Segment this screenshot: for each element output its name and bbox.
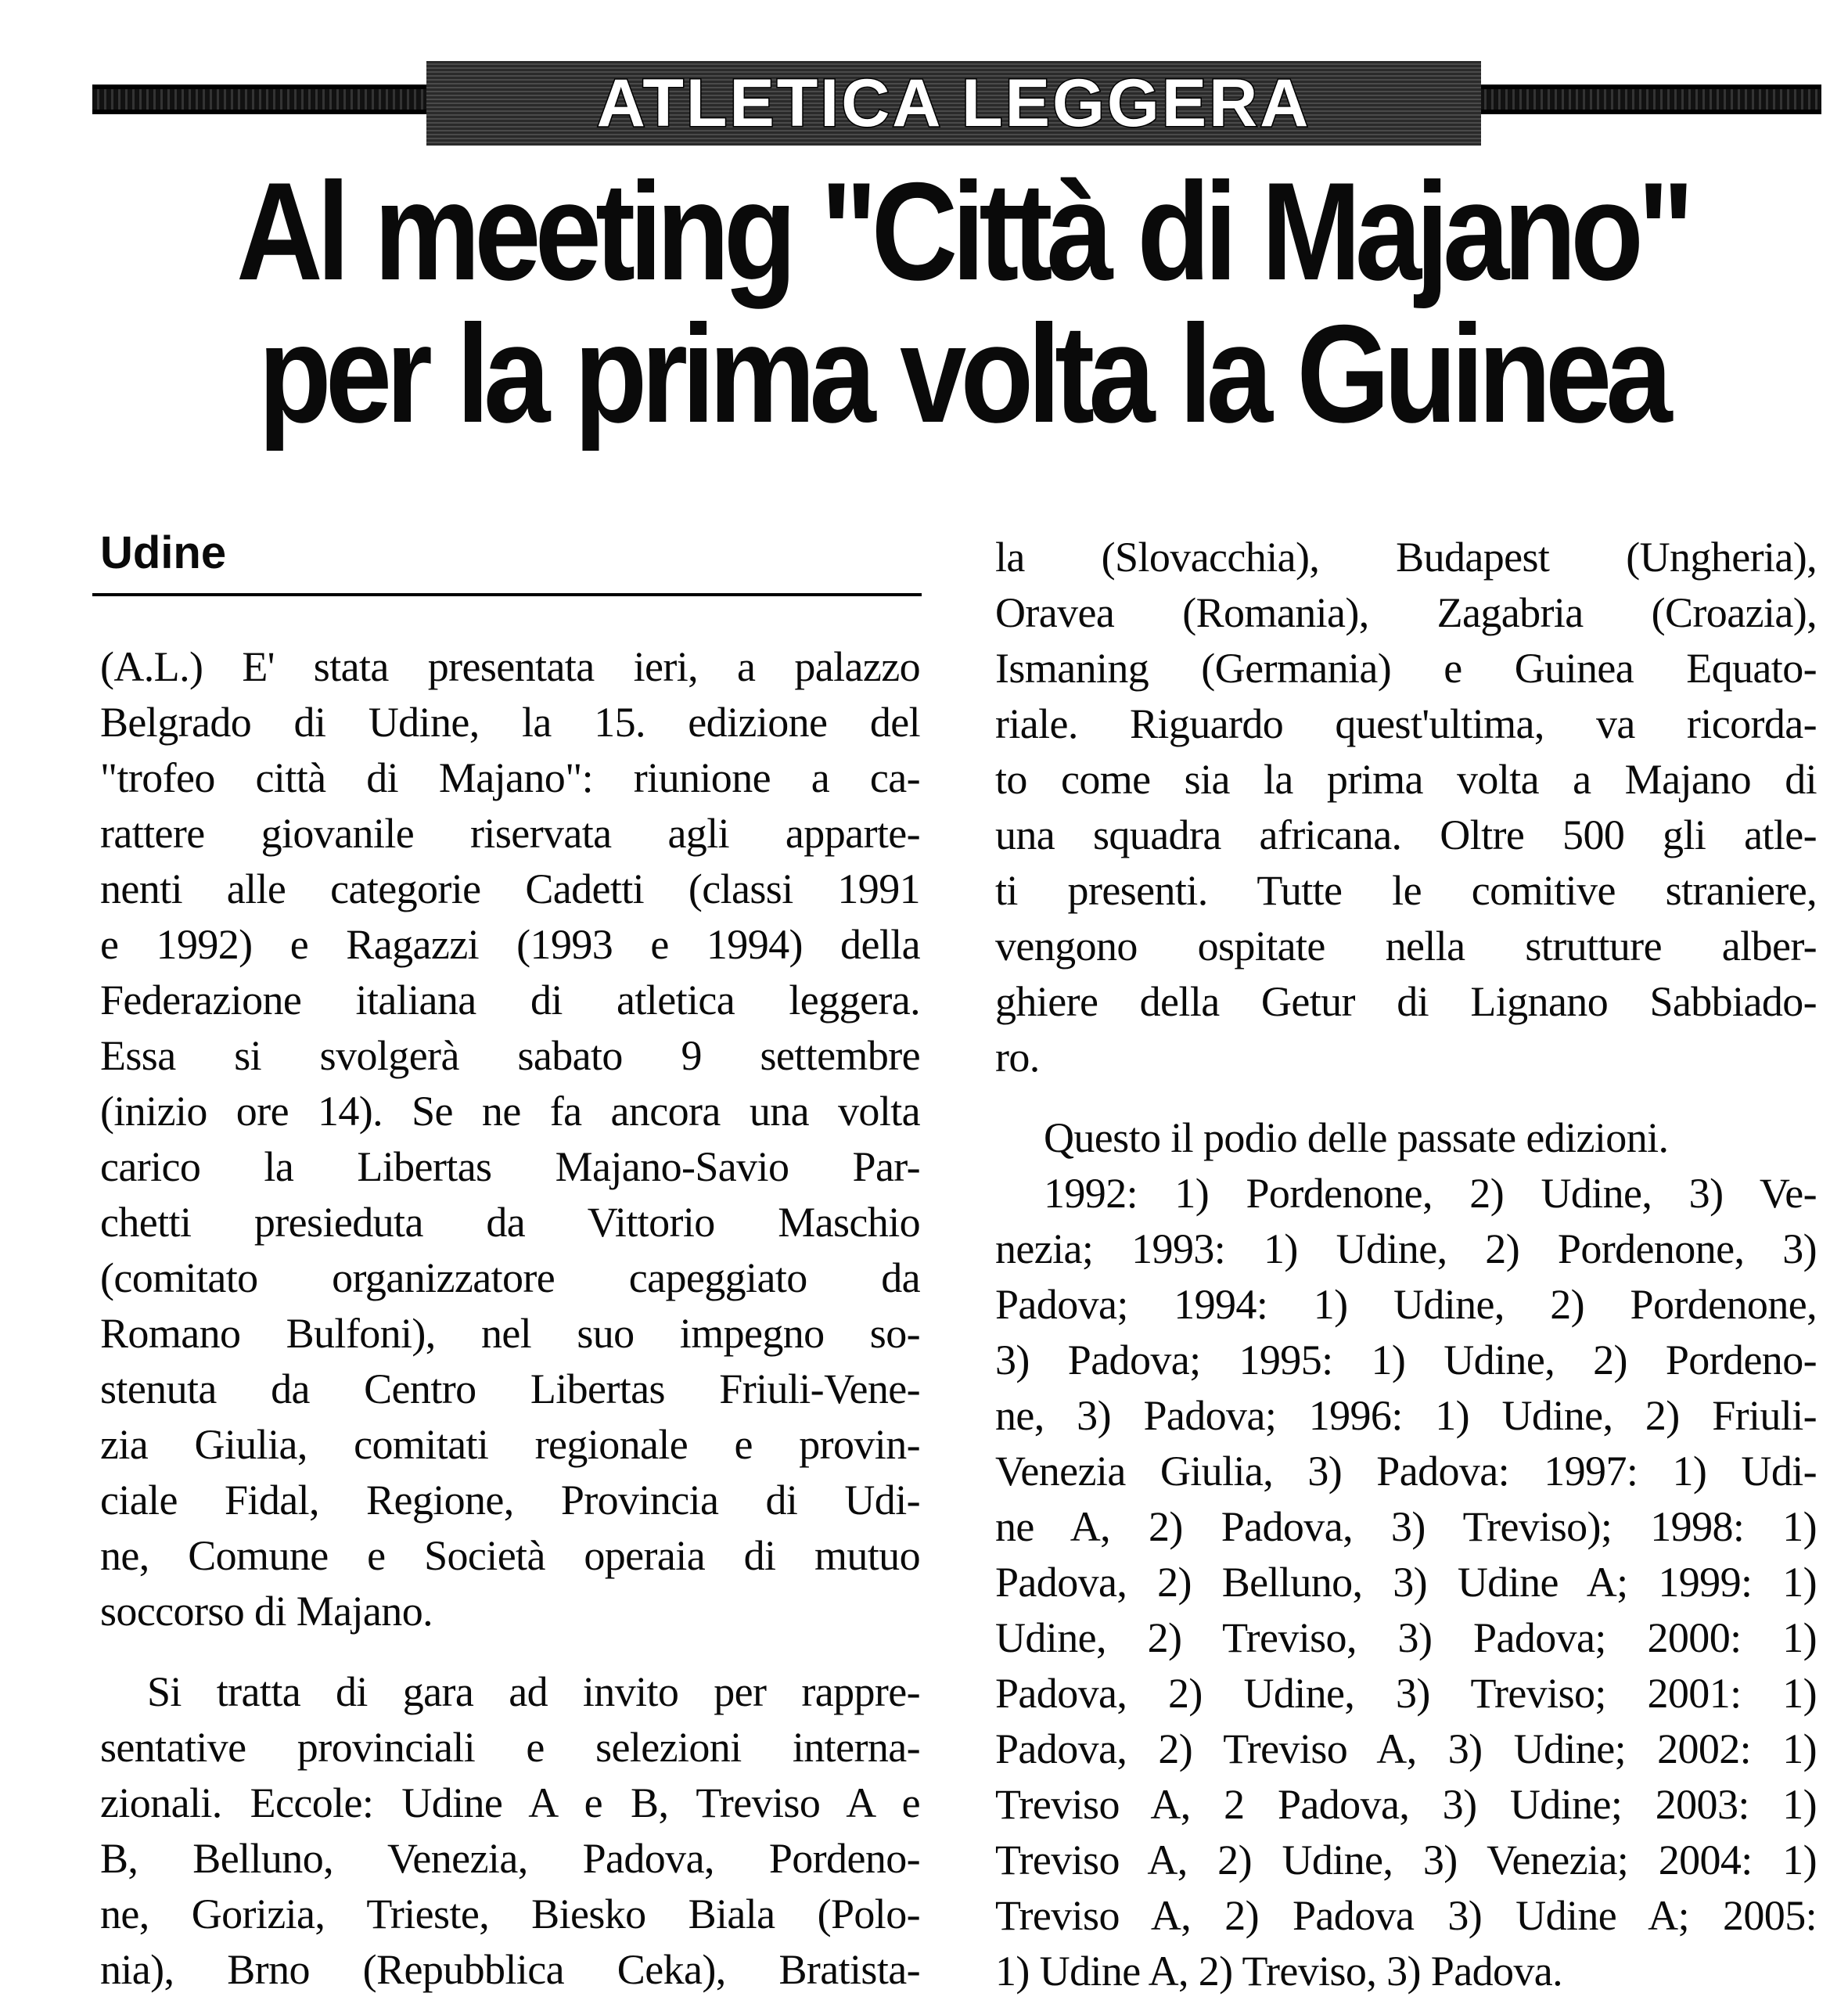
text-line: Treviso A, 2) Udine, 3) Venezia; 2004: 1): [995, 1837, 1817, 1883]
text-line: rattere giovanile riservata agli apparte-: [100, 810, 920, 857]
text-line: carico la Libertas Majano-Savio Par-: [100, 1143, 920, 1190]
text-line: ti presenti. Tutte le comitive straniere,: [995, 867, 1817, 914]
text-line: riale. Riguardo quest'ultima, va ricorda-: [995, 700, 1817, 747]
text-line: stenuta da Centro Libertas Friuli-Vene-: [100, 1365, 920, 1412]
text-line: nia), Brno (Repubblica Ceka), Bratista-: [100, 1946, 920, 1993]
text-line: to come sia la prima volta a Majano di: [995, 756, 1817, 803]
text-line: la (Slovacchia), Budapest (Ungheria),: [995, 534, 1817, 581]
dateline-rule: [92, 593, 922, 596]
paragraph-4: [995, 1166, 1817, 1999]
text-line: Belgrado di Udine, la 15. edizione del: [100, 699, 920, 746]
text-line: Oravea (Romania), Zagabria (Croazia),: [995, 589, 1817, 636]
text-line: Udine, 2) Treviso, 3) Padova; 2000: 1): [995, 1614, 1817, 1661]
paragraph-1: [100, 639, 920, 1639]
text-line: Venezia Giulia, 3) Padova: 1997: 1) Udi-: [995, 1448, 1817, 1495]
text-line: ghiere della Getur di Lignano Sabbiado-: [995, 978, 1817, 1025]
text-line: Si tratta di gara ad invito per rappre-: [147, 1668, 920, 1715]
text-line: vengono ospitate nella strutture alber-: [995, 923, 1817, 970]
headline-line-1: Al meeting "Città di Majano": [236, 153, 1688, 309]
text-line: ne, 3) Padova; 1996: 1) Udine, 2) Friuli-: [995, 1392, 1817, 1439]
article-column-left: [100, 639, 920, 1998]
text-line: sentative provinciali e selezioni interna-: [100, 1724, 920, 1771]
text-line: ne, Comune e Società operaia di mutuo: [100, 1532, 920, 1579]
text-line: 1) Udine A, 2) Treviso, 3) Padova.: [995, 1948, 1563, 1995]
text-line: ne, Gorizia, Trieste, Biesko Biala (Polo-: [100, 1890, 920, 1937]
section-banner: [426, 61, 1481, 146]
text-line: zionali. Eccole: Udine A e B, Treviso A e: [100, 1779, 920, 1826]
text-line: B, Belluno, Venezia, Padova, Pordeno-: [100, 1835, 920, 1882]
text-line: 3) Padova; 1995: 1) Udine, 2) Pordeno-: [995, 1336, 1817, 1383]
text-line: ciale Fidal, Regione, Provincia di Udi-: [100, 1477, 920, 1524]
text-line: e 1992) e Ragazzi (1993 e 1994) della: [100, 921, 920, 968]
text-line: "trofeo città di Majano": riunione a ca-: [100, 754, 920, 801]
text-line: chetti presieduta da Vittorio Maschio: [100, 1199, 920, 1246]
text-line: Treviso A, 2 Padova, 3) Udine; 2003: 1): [995, 1781, 1817, 1828]
headline: [222, 153, 1702, 451]
dateline: Udine: [100, 527, 227, 578]
text-line: (A.L.) E' stata presentata ieri, a palazzo: [100, 643, 920, 690]
text-line: Treviso A, 2) Padova 3) Udine A; 2005:: [995, 1892, 1817, 1939]
text-line: Ismaning (Germania) e Guinea Equato-: [995, 645, 1817, 692]
text-line: Padova, 2) Belluno, 3) Udine A; 1999: 1): [995, 1559, 1817, 1606]
paragraph-2-continued: [995, 530, 1817, 1085]
text-line: nenti alle categorie Cadetti (classi 1991: [100, 865, 920, 912]
text-line: Romano Bulfoni), nel suo impegno so-: [100, 1310, 920, 1357]
text-line: Questo il podio delle passate edizioni.: [1044, 1114, 1669, 1161]
text-line: una squadra africana. Oltre 500 gli atle-: [995, 811, 1817, 858]
text-line: nezia; 1993: 1) Udine, 2) Pordenone, 3): [995, 1225, 1817, 1272]
text-line: 1992: 1) Pordenone, 2) Udine, 3) Ve-: [1044, 1170, 1817, 1217]
article-column-right: [995, 530, 1817, 1999]
text-line: (inizio ore 14). Se ne fa ancora una volta: [100, 1088, 920, 1135]
text-line: Essa si svolgerà sabato 9 settembre: [100, 1032, 920, 1079]
section-label: ATLETICA LEGGERA: [596, 65, 1311, 141]
text-line: Padova; 1994: 1) Udine, 2) Pordenone,: [995, 1281, 1817, 1328]
paragraph-3: [995, 1110, 1817, 1166]
text-line: ne A, 2) Padova, 3) Treviso); 1998: 1): [995, 1503, 1817, 1550]
text-line: Padova, 2) Treviso A, 3) Udine; 2002: 1): [995, 1725, 1817, 1772]
text-line: ro.: [995, 1034, 1040, 1081]
headline-line-2: per la prima volta la Guinea: [258, 296, 1666, 451]
paragraph-2: [100, 1664, 920, 1998]
text-line: soccorso di Majano.: [100, 1588, 433, 1635]
text-line: zia Giulia, comitati regionale e provin-: [100, 1421, 920, 1468]
text-line: Padova, 2) Udine, 3) Treviso; 2001: 1): [995, 1670, 1817, 1717]
text-line: Federazione italiana di atletica leggera.: [100, 977, 920, 1023]
text-line: (comitato organizzatore capeggiato da: [100, 1254, 920, 1301]
